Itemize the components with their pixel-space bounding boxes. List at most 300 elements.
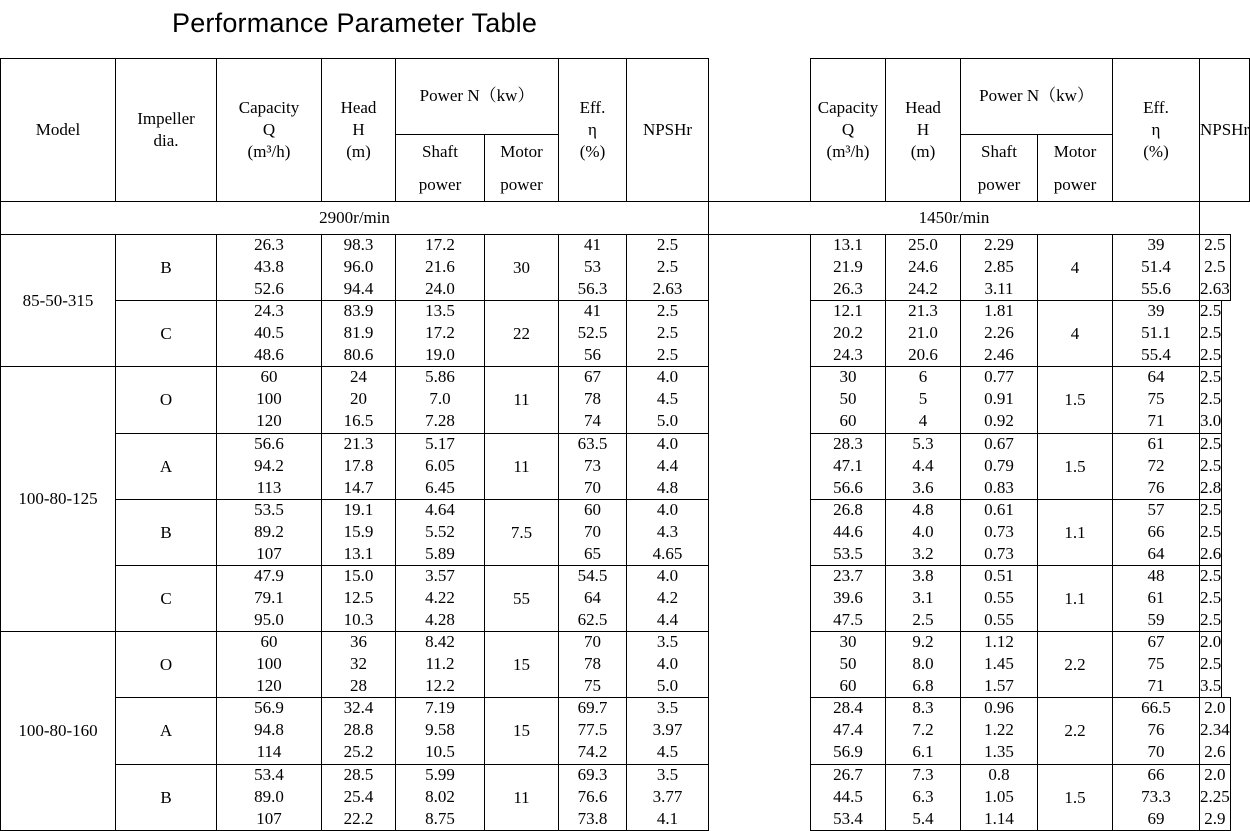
cell-head-line: 24: [350, 367, 367, 386]
cell-eff-line: 67: [1147, 631, 1165, 651]
cell-npshr-line: 4.65: [652, 543, 683, 563]
cell-capacity-line: 47.5: [833, 609, 863, 629]
cell-shaft-power-line: 5.99: [425, 764, 455, 784]
cell-eff-line: 70: [584, 477, 601, 497]
header-motor-power-line: power: [1053, 174, 1097, 194]
cell-head-line: 21.3: [343, 433, 374, 453]
cell-shaft-power-line: 0.55: [984, 609, 1014, 629]
cell-shaft-power-line: 0.55: [984, 587, 1014, 607]
cell-capacity-line: 24.3: [254, 300, 284, 320]
header-capacity-line: (m³/h): [247, 142, 291, 161]
cell-shaft-power-line: 1.35: [984, 742, 1014, 761]
cell-npshr-line: 2.5: [656, 322, 679, 342]
cell-npshr-line: 2.0: [1204, 764, 1226, 784]
cell-npshr-line: 3.5: [1200, 675, 1222, 695]
header-eff-line: η: [1151, 120, 1161, 139]
cell-shaft-power-line: 0.96: [984, 698, 1014, 717]
cell-eff-line: 73.3: [1141, 786, 1171, 806]
header-shaft-power-line: power: [418, 174, 462, 194]
cell-eff-line: 61: [1147, 433, 1165, 453]
cell-capacity: [810, 234, 886, 301]
header-eff-line: η: [588, 120, 597, 139]
impeller-dia: C: [115, 565, 217, 632]
cell-capacity-line: 40.5: [254, 322, 284, 342]
cell-capacity-line: 26.7: [833, 764, 863, 784]
cell-capacity-line: 89.0: [254, 786, 284, 806]
cell-shaft-power: [395, 300, 485, 367]
cell-npshr-line: 2.63: [652, 278, 683, 298]
cell-npshr-line: 4.0: [656, 499, 679, 519]
cell-npshr: [1199, 631, 1222, 698]
cell-head-line: 15.9: [343, 521, 374, 541]
header-eff: [1112, 58, 1200, 202]
cell-npshr-line: 2.5: [1200, 521, 1222, 541]
header-motor-power-line: power: [500, 174, 543, 194]
cell-npshr-line: 3.5: [656, 764, 679, 784]
cell-capacity-line: 60: [839, 411, 857, 430]
cell-npshr-line: 2.34: [1200, 720, 1230, 739]
cell-head-line: 3.1: [912, 587, 934, 607]
cell-shaft-power: [395, 697, 485, 765]
cell-shaft-power-line: 0.67: [984, 433, 1014, 453]
cell-eff-line: 66: [1147, 764, 1165, 784]
header-power: Power N（kw）: [960, 58, 1113, 135]
page-title: Performance Parameter Table: [172, 8, 538, 38]
cell-eff-line: 76: [1147, 477, 1165, 497]
cell-npshr-line: 4.0: [656, 433, 679, 453]
header-shaft-power: [960, 134, 1038, 202]
cell-motor-power: 1.5: [1037, 433, 1113, 500]
impeller-dia: B: [115, 499, 217, 566]
cell-eff-line: 63.5: [577, 433, 608, 453]
cell-head: [885, 300, 961, 367]
cell-head-line: 80.6: [343, 344, 374, 364]
impeller-dia: B: [115, 234, 217, 301]
cell-npshr: [626, 366, 709, 434]
cell-capacity-line: 50: [839, 389, 857, 408]
cell-head-line: 20: [350, 389, 367, 408]
cell-npshr: [1199, 234, 1231, 301]
cell-capacity-line: 26.3: [833, 278, 863, 298]
cell-npshr: [626, 300, 709, 367]
cell-motor-power: 22: [484, 300, 559, 367]
cell-eff: [558, 631, 627, 698]
cell-eff-line: 51.1: [1141, 322, 1171, 342]
cell-eff-line: 62.5: [577, 609, 608, 629]
cell-motor-power: 11: [484, 433, 559, 500]
cell-eff-line: 56.3: [577, 278, 608, 298]
cell-eff: [558, 366, 627, 434]
cell-head: [885, 764, 961, 831]
cell-shaft-power: [960, 234, 1038, 301]
cell-capacity-line: 94.2: [254, 455, 284, 475]
impeller-dia: A: [115, 697, 217, 765]
cell-capacity-line: 28.4: [833, 698, 863, 717]
cell-head-line: 5: [918, 389, 928, 408]
cell-head: [321, 764, 396, 831]
cell-capacity-line: 100: [256, 653, 282, 673]
header-capacity: [810, 58, 886, 202]
cell-shaft-power-line: 0.92: [984, 411, 1014, 430]
cell-shaft-power-line: 13.5: [425, 300, 455, 320]
cell-eff-line: 57: [1147, 499, 1165, 519]
cell-npshr-line: 4.0: [656, 367, 679, 386]
cell-npshr-line: 2.5: [656, 300, 679, 320]
cell-motor-power: 2.2: [1037, 697, 1113, 765]
cell-head-line: 13.1: [343, 543, 374, 563]
cell-capacity-line: 120: [256, 675, 282, 695]
cell-eff-line: 66: [1147, 521, 1165, 541]
cell-capacity: [216, 499, 322, 566]
header-head-line: Head: [905, 98, 941, 117]
cell-shaft-power-line: 17.2: [425, 322, 455, 342]
cell-npshr-line: 2.5: [1200, 653, 1222, 673]
cell-npshr-line: 4.0: [656, 653, 679, 673]
cell-capacity: [810, 366, 886, 434]
cell-eff-line: 75: [1147, 389, 1165, 408]
cell-shaft-power-line: 0.73: [984, 543, 1014, 563]
cell-eff-line: 70: [584, 521, 601, 541]
cell-head-line: 24.2: [908, 278, 938, 298]
cell-shaft-power: [960, 631, 1038, 698]
cell-npshr-line: 2.5: [1200, 367, 1222, 386]
cell-capacity-line: 30: [839, 367, 857, 386]
cell-npshr-line: 5.0: [656, 411, 679, 430]
cell-shaft-power: [395, 234, 485, 301]
cell-shaft-power: [960, 565, 1038, 632]
cell-capacity-line: 107: [256, 543, 282, 563]
cell-eff-line: 66.5: [1141, 698, 1171, 717]
cell-head-line: 6.3: [912, 786, 934, 806]
cell-shaft-power-line: 0.8: [988, 764, 1010, 784]
header-eff: [558, 58, 627, 202]
cell-capacity-line: 47.1: [833, 455, 863, 475]
cell-capacity-line: 53.5: [833, 543, 863, 563]
header-head: [885, 58, 961, 202]
cell-motor-power: 1.5: [1037, 764, 1113, 831]
cell-shaft-power-line: 1.45: [984, 653, 1014, 673]
cell-motor-power: 55: [484, 565, 559, 632]
cell-capacity-line: 44.6: [833, 521, 863, 541]
cell-head: [321, 499, 396, 566]
cell-motor-power: 11: [484, 366, 559, 434]
cell-npshr-line: 3.0: [1200, 411, 1222, 430]
cell-motor-power: 1.1: [1037, 565, 1113, 632]
cell-head-line: 4.4: [912, 455, 934, 475]
cell-npshr-line: 2.25: [1200, 786, 1230, 806]
cell-head-line: 9.2: [912, 631, 934, 651]
cell-npshr: [1199, 300, 1222, 367]
header-capacity-line: Capacity: [238, 98, 300, 117]
cell-capacity: [216, 366, 322, 434]
cell-head: [885, 366, 961, 434]
cell-shaft-power: [960, 697, 1038, 765]
cell-shaft-power-line: 11.2: [425, 653, 455, 673]
cell-motor-power: 11: [484, 764, 559, 831]
cell-capacity-line: 26.8: [833, 499, 863, 519]
cell-head-line: 24.6: [908, 256, 938, 276]
cell-capacity-line: 12.1: [833, 300, 863, 320]
impeller-dia: O: [115, 631, 217, 698]
cell-eff-line: 61: [1147, 587, 1165, 607]
header-head-line: H: [352, 120, 365, 139]
cell-head-line: 7.2: [912, 720, 934, 739]
cell-eff-line: 56: [584, 344, 601, 364]
cell-npshr-line: 2.5: [656, 344, 679, 364]
model-name: 85-50-315: [0, 234, 116, 367]
cell-shaft-power-line: 2.29: [984, 234, 1014, 254]
cell-head-line: 36: [350, 631, 367, 651]
cell-head: [885, 499, 961, 566]
header-shaft-power-line: power: [977, 174, 1021, 194]
cell-shaft-power-line: 3.11: [984, 278, 1014, 298]
cell-npshr-line: 3.77: [652, 786, 683, 806]
cell-shaft-power-line: 1.81: [984, 300, 1014, 320]
cell-capacity: [216, 631, 322, 698]
cell-shaft-power: [960, 499, 1038, 566]
header-shaft-power-line: Shaft: [422, 141, 458, 161]
header-shaft-power: [395, 134, 485, 202]
cell-head: [321, 300, 396, 367]
header-motor-power: [484, 134, 559, 202]
cell-npshr: [626, 697, 709, 765]
cell-head-line: 25.4: [343, 786, 374, 806]
cell-npshr-line: 4.4: [656, 609, 679, 629]
cell-capacity-line: 26.3: [254, 234, 284, 254]
cell-motor-power: 1.1: [1037, 499, 1113, 566]
cell-motor-power: 4: [1037, 234, 1113, 301]
cell-head-line: 6.8: [912, 675, 934, 695]
cell-capacity-line: 53.4: [254, 764, 284, 784]
cell-eff: [558, 499, 627, 566]
cell-shaft-power: [960, 366, 1038, 434]
cell-npshr: [626, 433, 709, 500]
cell-shaft-power-line: 19.0: [425, 344, 455, 364]
cell-shaft-power-line: 3.57: [425, 565, 455, 585]
cell-capacity-line: 120: [256, 411, 282, 430]
cell-shaft-power: [960, 433, 1038, 500]
cell-eff-line: 69.7: [577, 698, 608, 717]
cell-capacity: [810, 697, 886, 765]
cell-capacity-line: 30: [839, 631, 857, 651]
cell-head-line: 32.4: [343, 698, 374, 717]
cell-eff-line: 51.4: [1141, 256, 1171, 276]
header-capacity-line: Q: [262, 120, 276, 139]
cell-shaft-power-line: 0.61: [984, 499, 1014, 519]
cell-capacity: [810, 565, 886, 632]
cell-npshr-line: 5.0: [656, 675, 679, 695]
cell-capacity-line: 28.3: [833, 433, 863, 453]
header-head: [321, 58, 396, 202]
header-impeller-line: Impeller: [137, 109, 195, 128]
cell-shaft-power-line: 1.12: [984, 631, 1014, 651]
cell-shaft-power-line: 17.2: [425, 234, 455, 254]
cell-shaft-power-line: 1.05: [984, 786, 1014, 806]
cell-shaft-power: [395, 366, 485, 434]
cell-npshr: [626, 631, 709, 698]
cell-head-line: 21.3: [908, 300, 938, 320]
cell-eff-line: 74.2: [577, 742, 608, 761]
cell-capacity-line: 52.6: [254, 278, 284, 298]
impeller-dia: O: [115, 366, 217, 434]
cell-npshr-line: 2.6: [1200, 543, 1222, 563]
cell-shaft-power: [395, 499, 485, 566]
header-power: Power N（kw）: [395, 58, 559, 135]
cell-head-line: 83.9: [343, 300, 374, 320]
cell-shaft-power-line: 5.89: [425, 543, 455, 563]
header-npshr: NPSHr: [1199, 58, 1250, 202]
cell-npshr-line: 2.9: [1204, 808, 1226, 828]
cell-eff-line: 69.3: [577, 764, 608, 784]
cell-npshr: [626, 764, 709, 831]
cell-eff-line: 73.8: [577, 808, 608, 828]
cell-eff-line: 39: [1147, 300, 1165, 320]
cell-capacity: [810, 433, 886, 500]
cell-head-line: 96.0: [343, 256, 374, 276]
cell-eff: [1112, 499, 1200, 566]
cell-capacity-line: 39.6: [833, 587, 863, 607]
cell-capacity-line: 13.1: [833, 234, 863, 254]
cell-capacity: [810, 499, 886, 566]
cell-head: [885, 631, 961, 698]
cell-head-line: 15.0: [343, 565, 374, 585]
cell-eff: [1112, 631, 1200, 698]
cell-eff: [1112, 697, 1200, 765]
cell-npshr-line: 4.0: [656, 565, 679, 585]
cell-capacity-line: 94.8: [254, 720, 284, 739]
cell-eff-line: 60: [584, 499, 601, 519]
cell-head-line: 5.3: [912, 433, 934, 453]
cell-eff-line: 55.4: [1141, 344, 1171, 364]
cell-capacity-line: 100: [256, 389, 282, 408]
cell-eff-line: 65: [584, 543, 601, 563]
cell-eff: [1112, 764, 1200, 831]
cell-npshr: [1199, 764, 1231, 831]
cell-capacity-line: 113: [256, 477, 282, 497]
cell-npshr-line: 3.5: [656, 631, 679, 651]
cell-head-line: 25.2: [343, 742, 374, 761]
cell-capacity: [216, 300, 322, 367]
speed-label-1450: 1450r/min: [708, 201, 1200, 235]
cell-npshr: [1199, 697, 1231, 765]
model-name: 100-80-125: [0, 366, 116, 632]
cell-capacity-line: 24.3: [833, 344, 863, 364]
cell-shaft-power-line: 0.51: [984, 565, 1014, 585]
cell-head-line: 14.7: [343, 477, 374, 497]
cell-shaft-power-line: 4.28: [425, 609, 455, 629]
cell-npshr-line: 2.5: [1200, 322, 1222, 342]
cell-npshr-line: 2.0: [1204, 698, 1226, 717]
cell-eff-line: 74: [584, 411, 601, 430]
cell-npshr-line: 2.5: [1204, 234, 1226, 254]
cell-head-line: 81.9: [343, 322, 374, 342]
cell-shaft-power-line: 4.22: [425, 587, 455, 607]
header-model: Model: [0, 58, 116, 202]
cell-eff-line: 71: [1147, 411, 1165, 430]
cell-capacity-line: 43.8: [254, 256, 284, 276]
cell-shaft-power-line: 0.91: [984, 389, 1014, 408]
cell-npshr: [1199, 565, 1222, 632]
cell-shaft-power-line: 6.05: [425, 455, 455, 475]
cell-npshr-line: 4.2: [656, 587, 679, 607]
cell-npshr-line: 2.8: [1200, 477, 1222, 497]
cell-capacity-line: 47.9: [254, 565, 284, 585]
cell-capacity-line: 60: [260, 367, 278, 386]
cell-shaft-power-line: 4.64: [425, 499, 455, 519]
cell-head-line: 5.4: [912, 808, 934, 828]
cell-head: [321, 366, 396, 434]
header-impeller: [115, 58, 217, 202]
cell-eff-line: 72: [1147, 455, 1165, 475]
cell-head: [321, 433, 396, 500]
cell-head-line: 6.1: [912, 742, 934, 761]
cell-eff-line: 48: [1147, 565, 1165, 585]
cell-head-line: 12.5: [343, 587, 374, 607]
cell-head-line: 22.2: [343, 808, 374, 828]
cell-head-line: 17.8: [343, 455, 374, 475]
header-capacity-line: Capacity: [817, 98, 879, 117]
cell-npshr-line: 4.8: [656, 477, 679, 497]
cell-capacity-line: 23.7: [833, 565, 863, 585]
header-head-line: (m): [346, 142, 371, 161]
header-eff-line: Eff.: [1143, 98, 1169, 117]
cell-head: [885, 565, 961, 632]
cell-eff-line: 70: [584, 631, 601, 651]
cell-shaft-power-line: 0.77: [984, 367, 1014, 386]
cell-head: [321, 697, 396, 765]
cell-head-line: 28.5: [343, 764, 374, 784]
cell-head: [321, 631, 396, 698]
cell-capacity: [216, 433, 322, 500]
cell-shaft-power-line: 7.28: [425, 411, 455, 430]
cell-npshr-line: 4.5: [656, 389, 679, 408]
cell-eff: [558, 764, 627, 831]
cell-npshr-line: 4.4: [656, 455, 679, 475]
cell-head-line: 20.6: [908, 344, 938, 364]
cell-shaft-power: [395, 565, 485, 632]
cell-shaft-power-line: 7.19: [425, 698, 455, 717]
cell-npshr-line: 2.5: [1200, 455, 1222, 475]
header-capacity: [216, 58, 322, 202]
cell-npshr-line: 2.5: [1200, 565, 1222, 585]
cell-npshr-line: 3.5: [656, 698, 679, 717]
header-head-line: H: [916, 120, 930, 139]
cell-shaft-power-line: 0.73: [984, 521, 1014, 541]
header-motor-power-line: Motor: [1053, 141, 1097, 161]
cell-shaft-power: [960, 300, 1038, 367]
cell-shaft-power-line: 1.14: [984, 808, 1014, 828]
speed-label-2900: 2900r/min: [0, 201, 709, 235]
cell-eff: [1112, 300, 1200, 367]
cell-npshr: [626, 234, 709, 301]
cell-head: [321, 234, 396, 301]
cell-eff-line: 55.6: [1141, 278, 1171, 298]
cell-capacity: [216, 764, 322, 831]
cell-npshr-line: 2.5: [1200, 499, 1222, 519]
cell-eff-line: 53: [584, 256, 601, 276]
cell-head-line: 25.0: [908, 234, 938, 254]
cell-capacity-line: 53.4: [833, 808, 863, 828]
cell-shaft-power-line: 0.79: [984, 455, 1014, 475]
header-motor-power: [1037, 134, 1113, 202]
cell-eff-line: 70: [1147, 742, 1165, 761]
header-npshr: NPSHr: [626, 58, 709, 202]
cell-eff: [558, 697, 627, 765]
cell-head-line: 28: [350, 675, 367, 695]
header-eff-line: (%): [1143, 142, 1169, 161]
cell-npshr-line: 3.97: [652, 720, 683, 739]
cell-eff-line: 59: [1147, 609, 1165, 629]
